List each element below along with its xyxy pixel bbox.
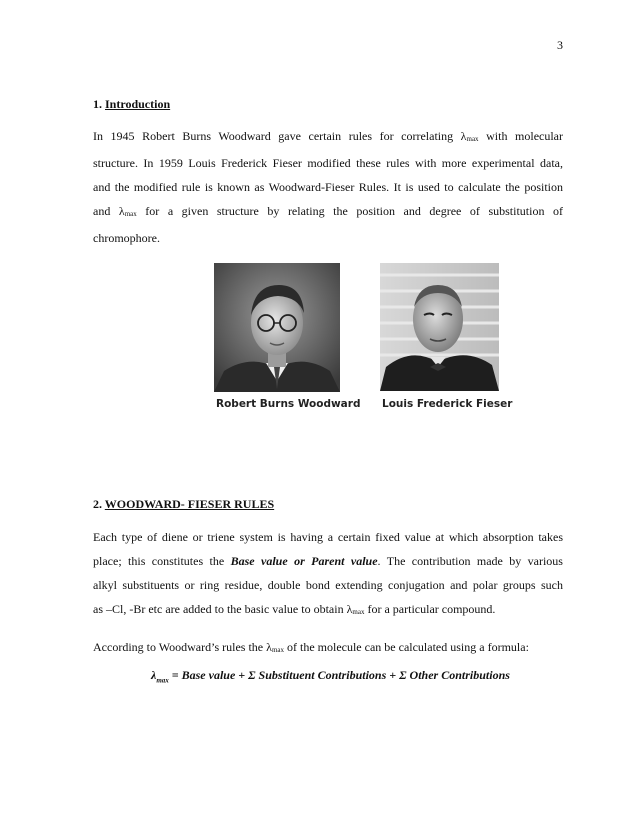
paragraph-line: place; this constitutes the Base value or Parent value. The contribution made by various	[93, 554, 563, 568]
section-number: 2.	[93, 497, 102, 511]
formula-intro-paragraph	[93, 635, 563, 662]
caption-fieser: Louis Frederick Fieser	[382, 398, 513, 410]
section-title: Introduction	[105, 97, 171, 111]
section-heading-introduction	[93, 97, 170, 112]
base-value-emphasis: Base value or Parent value	[230, 554, 378, 568]
paragraph-line: and the modified rule is known as Woodward-Fieser Rules. It is used to calculate the position	[93, 180, 563, 194]
paragraph-line: and $\lambda_{max}$ for a given structure by relating the position and degree of substitution of	[93, 204, 563, 218]
caption-woodward: Robert Burns Woodward	[216, 398, 361, 410]
paragraph-line: According to Woodward’s rules the $\lambda_{max}$ of the molecule can be calculated using a formula:	[93, 640, 529, 654]
woodward-photo	[214, 263, 340, 392]
section-heading-woodward-fieser-rules	[93, 497, 274, 512]
introduction-paragraph	[93, 124, 563, 250]
section-title: WOODWARD- FIESER RULES	[104, 497, 275, 511]
paragraph-line: In 1945 Robert Burns Woodward gave certain rules for correlating $\lambda_{max}$ with molecular	[93, 129, 563, 143]
section-number: 1.	[93, 97, 102, 111]
woodward-formula: $\lambda_{max}$ = Base value + Σ Substituent Contributions + Σ Other Contributions	[151, 668, 510, 685]
rules-paragraph	[93, 525, 563, 624]
paragraph-line: chromophore.	[93, 231, 160, 245]
paragraph-line: Each type of diene or triene system is having a certain fixed value at which absorption takes	[93, 530, 563, 544]
page-number: 3	[557, 38, 563, 52]
paragraph-line: as –Cl, -Br etc are added to the basic value to obtain $\lambda_{max}$ for a particular compound.	[93, 602, 496, 616]
paragraph-line: structure. In 1959 Louis Frederick Fieser modified these rules with more experimental data,	[93, 156, 563, 170]
fieser-photo	[380, 263, 499, 391]
paragraph-line: alkyl substituents or ring residue, double bond extending conjugation and polar groups such	[93, 578, 563, 592]
